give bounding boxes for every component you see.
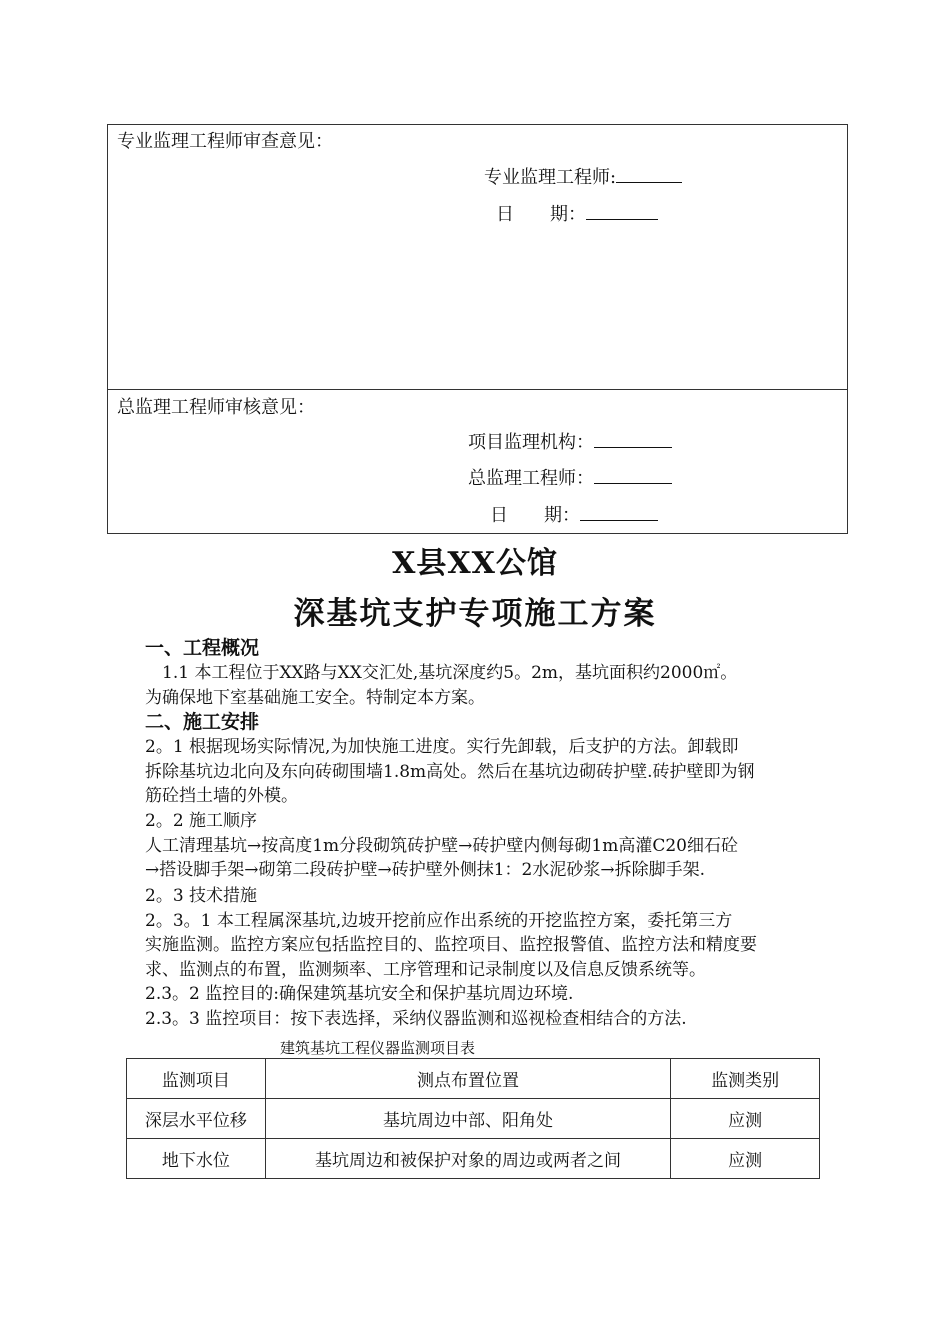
paragraph-line: 为确保地下室基础施工安全。特制定本方案。 (145, 687, 485, 708)
paragraph-line: 2.3。3 监控项目：按下表选择，采纳仪器监测和巡视检查相结合的方法. (145, 1008, 687, 1029)
review-box-divider (108, 389, 847, 390)
paragraph-line: 筋砼挡土墙的外模。 (145, 786, 298, 806)
table-row (127, 1139, 820, 1179)
paragraph-line: 2。1 根据现场实际情况,为加快施工进度。实行先卸载，后支护的方法。卸载即 (145, 737, 739, 757)
table-cell: 基坑周边和被保护对象的周边或两者之间 (265, 1139, 670, 1179)
date-field-1 (496, 200, 658, 226)
specialist-engineer-label: 专业监理工程师: (484, 167, 617, 188)
table-cell: 应测 (671, 1139, 820, 1179)
paragraph-line: →搭设脚手架→砌第二段砖护壁→砖护壁外侧抹1：2水泥砂浆→拆除脚手架. (145, 860, 706, 880)
section2-heading: 二、施工安排 (145, 711, 260, 733)
table-cell: 深层水平位移 (127, 1099, 266, 1139)
chief-engineer-blank[interactable] (594, 465, 672, 484)
date-label-1: 日 期： (496, 204, 586, 225)
paragraph-line: 拆除基坑边北向及东向砖砌围墙1.8m高处。然后在基坑边砌砖护壁.砖护壁即为钢 (145, 761, 755, 782)
date-blank-1[interactable] (586, 201, 658, 220)
paragraph-1-1 (145, 661, 837, 710)
table-row (127, 1099, 820, 1139)
chief-engineer-field (468, 464, 672, 490)
chief-engineer-label: 总监理工程师： (468, 468, 594, 489)
paragraph-line: 实施监测。监控方案应包括监控目的、监控项目、监控报警值、监控方法和精度要 (145, 935, 757, 955)
date-label-2: 日 期： (490, 505, 580, 526)
subheading-2-2: 2。2 施工顺序 (145, 811, 258, 831)
table-cell: 地下水位 (127, 1139, 266, 1179)
paragraph-line: 人工清理基坑→按高度1m分段砌筑砖护壁→砖护壁内侧每砌1m高灌C20细石砼 (145, 835, 738, 856)
monitoring-table (126, 1058, 820, 1179)
table-caption: 建筑基坑工程仪器监测项目表 (280, 1039, 476, 1057)
paragraph-line: 2.3。2 监控目的:确保建筑基坑安全和保护基坑周边环境. (145, 984, 574, 1004)
paragraph-2-3 (145, 884, 837, 1031)
specialist-engineer-field (484, 163, 682, 189)
project-org-blank[interactable] (594, 429, 672, 448)
paragraph-line: 1.1 本工程位于XX路与XX交汇处,基坑深度约5。2m，基坑面积约2000㎡。 (145, 663, 738, 683)
project-org-label: 项目监理机构： (468, 432, 594, 453)
document-title-line2: 深基坑支护专项施工方案 (293, 596, 657, 632)
table-cell: 应测 (671, 1099, 820, 1139)
table-cell: 基坑周边中部、阳角处 (265, 1099, 670, 1139)
paragraph-line: 求、监测点的布置，监测频率、工序管理和记录制度以及信息反馈系统等。 (145, 959, 706, 980)
document-title-line1: X县XX公馆 (392, 546, 558, 581)
project-org-field (468, 428, 672, 454)
header-cell: 测点布置位置 (265, 1059, 670, 1099)
table-header-row (127, 1059, 820, 1099)
paragraph-line: 2。3。1 本工程属深基坑,边坡开挖前应作出系统的开挖监控方案，委托第三方 (145, 910, 733, 931)
date-blank-2[interactable] (580, 502, 658, 521)
paragraph-2-2 (145, 809, 837, 883)
specialist-opinion-label: 专业监理工程师审查意见： (117, 131, 333, 152)
header-cell: 监测项目 (127, 1059, 266, 1099)
specialist-engineer-blank[interactable] (616, 164, 682, 183)
subheading-2-3: 2。3 技术措施 (145, 886, 258, 906)
paragraph-2-1 (145, 735, 837, 809)
date-field-2 (490, 501, 658, 527)
section1-heading: 一、工程概况 (145, 637, 260, 659)
header-cell: 监测类别 (671, 1059, 820, 1099)
chief-opinion-label: 总监理工程师审核意见： (117, 397, 315, 418)
